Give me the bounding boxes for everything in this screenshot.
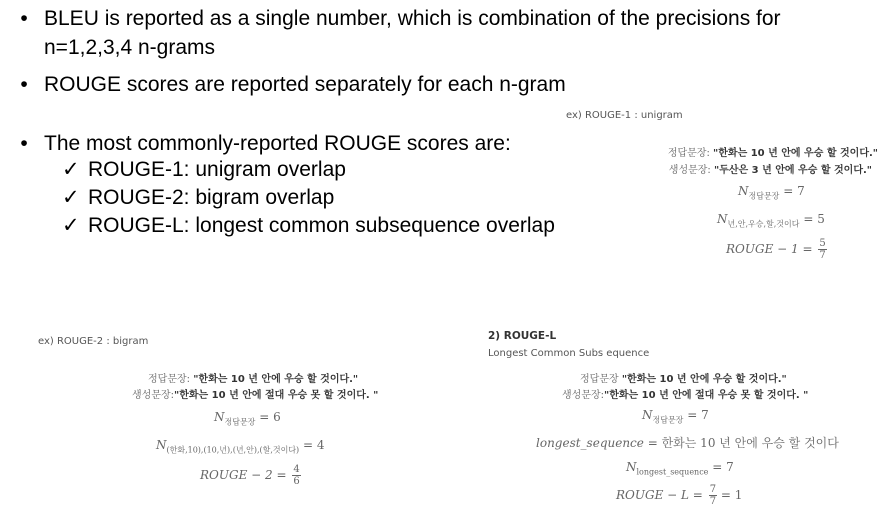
rougel-reference-sentence bbox=[580, 370, 787, 385]
denominator: 6 bbox=[293, 476, 300, 487]
reference-label: 정답문장: bbox=[667, 148, 714, 159]
rouge2-candidate-sentence bbox=[132, 386, 378, 401]
rouge1-example-title: ex) ROUGE-1 : unigram bbox=[566, 110, 683, 121]
rouge1-candidate-sentence bbox=[669, 161, 872, 176]
reference-text: "한화는 10 년 안에 우승 할 것이다." bbox=[713, 148, 878, 159]
check-icon: ✓ bbox=[62, 186, 80, 209]
rougel-candidate-sentence bbox=[562, 386, 808, 401]
rouge1-eq-score bbox=[726, 238, 827, 261]
rouge2-example-title: ex) ROUGE-2 : bigram bbox=[38, 336, 149, 347]
bullet-marker: • bbox=[20, 132, 28, 155]
eq-rhs: = 4 bbox=[303, 438, 325, 452]
reference-text: "한화는 10 년 안에 우승 할 것이다." bbox=[621, 374, 787, 385]
eq-sub: longest_sequence bbox=[636, 467, 709, 477]
bullet-marker: • bbox=[20, 7, 28, 30]
rougel-example-panel bbox=[480, 322, 880, 520]
eq-sub: 정답문장 bbox=[224, 417, 256, 427]
rougel-eq-lcs-count bbox=[626, 460, 734, 476]
fraction bbox=[709, 484, 717, 507]
rougel-eq-longest-sequence bbox=[536, 434, 839, 451]
eq-var: N bbox=[626, 460, 637, 474]
rouge1-eq-reference-count bbox=[738, 184, 805, 201]
eq-rhs: = 6 bbox=[259, 410, 281, 424]
eq-var: N bbox=[156, 438, 167, 452]
eq-rhs: = 7 bbox=[783, 184, 805, 198]
eq-var: N bbox=[717, 212, 728, 226]
numerator: 7 bbox=[709, 484, 717, 495]
rouge1-example-panel bbox=[560, 104, 886, 274]
candidate-text: "한화는 10 년 안에 절대 우승 못 할 것이다. " bbox=[174, 390, 379, 401]
rouge2-reference-sentence bbox=[148, 370, 358, 385]
rougel-eq-score bbox=[616, 484, 742, 507]
eq-result: = 1 bbox=[720, 488, 743, 502]
eq-lhs: ROUGE − 1 = bbox=[726, 242, 813, 256]
denominator: 7 bbox=[709, 496, 717, 507]
sub-bullet-rouge2 bbox=[62, 185, 334, 211]
eq-var: N bbox=[214, 410, 225, 424]
eq-lhs: ROUGE − L = bbox=[616, 488, 703, 502]
reference-label: 정답문장 bbox=[580, 374, 622, 385]
eq-sub: 정답문장 bbox=[748, 191, 780, 201]
check-icon: ✓ bbox=[62, 214, 80, 237]
candidate-label: 생성문장: bbox=[562, 390, 605, 401]
sub-bullet-text: ROUGE-2: bigram overlap bbox=[88, 186, 335, 209]
candidate-text: "한화는 10 년 안에 절대 우승 못 할 것이다. " bbox=[604, 390, 809, 401]
rouge2-eq-score bbox=[200, 464, 301, 487]
bullet-common-rouge-text: The most commonly-reported ROUGE scores are: bbox=[44, 132, 511, 155]
eq-rhs: = 7 bbox=[712, 460, 734, 474]
eq-rhs: = 한화는 10 년 안에 우승 할 것이다 bbox=[647, 436, 839, 450]
reference-label: 정답문장: bbox=[148, 374, 194, 385]
denominator: 7 bbox=[819, 250, 826, 261]
bullet-rouge-separate-text: ROUGE scores are reported separately for each n-gram bbox=[44, 73, 566, 96]
candidate-label: 생성문장: bbox=[668, 165, 714, 176]
eq-rhs: = 5 bbox=[803, 212, 825, 226]
bullet-marker: • bbox=[20, 73, 28, 96]
eq-lhs: ROUGE − 2 = bbox=[200, 468, 287, 482]
rouge1-eq-overlap-count bbox=[717, 212, 825, 229]
eq-sub: (한화,10),(10,년),(년,안),(할,것이다) bbox=[166, 445, 300, 455]
rouge2-eq-reference-count bbox=[214, 410, 281, 427]
rouge2-eq-overlap-count bbox=[156, 438, 325, 455]
candidate-text: "두산은 3 년 안에 우승 할 것이다." bbox=[714, 165, 872, 176]
rouge1-reference-sentence bbox=[668, 144, 878, 159]
eq-var: N bbox=[642, 408, 653, 422]
sub-bullet-rouge1 bbox=[62, 157, 346, 183]
fraction bbox=[818, 238, 826, 261]
numerator: 4 bbox=[293, 464, 300, 475]
rouge2-example-panel bbox=[30, 328, 410, 518]
rougel-eq-reference-count bbox=[642, 408, 709, 425]
numerator: 5 bbox=[819, 238, 826, 249]
sub-bullet-text: ROUGE-1: unigram overlap bbox=[88, 158, 346, 181]
sub-bullet-text: ROUGE-L: longest common subsequence overlap bbox=[88, 214, 555, 237]
bullet-bleu-text-line2: n=1,2,3,4 n-grams bbox=[44, 36, 216, 59]
rougel-example-subtitle: Longest Common Subs equence bbox=[488, 348, 650, 359]
fraction bbox=[292, 464, 300, 487]
sub-bullet-rougel bbox=[62, 213, 555, 239]
eq-var: N bbox=[738, 184, 749, 198]
candidate-label: 생성문장: bbox=[132, 390, 175, 401]
eq-sub: 년,안,우승,할,것이다 bbox=[727, 219, 800, 229]
check-icon: ✓ bbox=[62, 158, 80, 181]
bullet-bleu-text: BLEU is reported as a single number, which is combination of the precisions for bbox=[44, 7, 781, 30]
eq-rhs: = 7 bbox=[687, 408, 709, 422]
rougel-example-title: 2) ROUGE-L bbox=[488, 330, 557, 342]
reference-text: "한화는 10 년 안에 우승 할 것이다." bbox=[193, 374, 359, 385]
eq-lhs: longest_sequence bbox=[536, 436, 644, 450]
eq-sub: 정답문장 bbox=[652, 415, 684, 425]
